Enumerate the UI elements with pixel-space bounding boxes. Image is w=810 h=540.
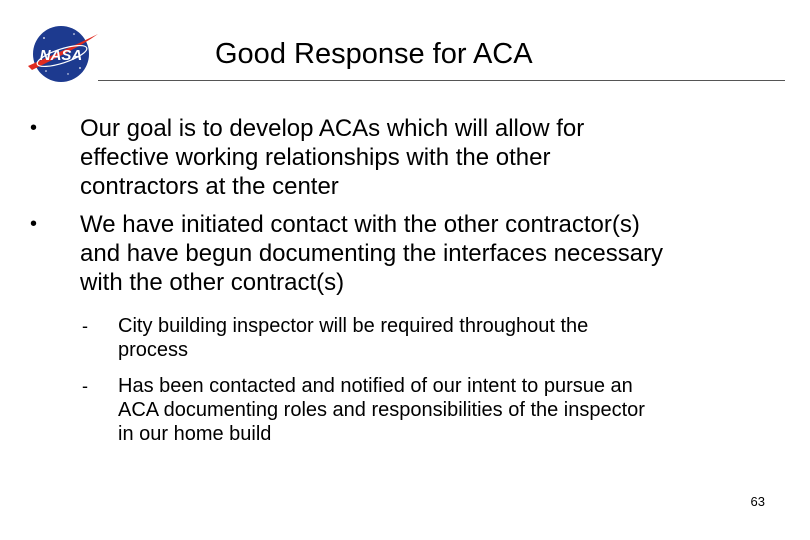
sub-bullet-line: in our home build — [118, 423, 272, 445]
bullet-line: Our goal is to develop ACAs which will allow for — [80, 115, 585, 142]
bullet-item — [30, 114, 770, 204]
sub-bullet-marker: - — [82, 316, 88, 336]
bullet-item — [30, 210, 770, 300]
nasa-logo-icon — [22, 22, 100, 86]
bullet-line: with the other contract(s) — [80, 269, 345, 296]
sub-bullet-line: process — [118, 339, 189, 361]
bullet-text — [80, 210, 770, 297]
bullet-line: and have begun documenting the interfaces necessary — [80, 240, 664, 267]
slide-title: Good Response for ACA — [215, 38, 533, 70]
sub-bullet-line: City building inspector will be required throughout the — [118, 315, 589, 337]
sub-bullet-line: ACA documenting roles and responsibilities of the inspector — [118, 399, 645, 421]
svg-text:NASA: NASA — [39, 47, 83, 64]
page-number: 63 — [750, 494, 765, 509]
bullet-text — [80, 114, 770, 201]
sub-bullet-item — [82, 314, 772, 364]
sub-bullet-text — [118, 314, 758, 362]
sub-bullet-marker: - — [82, 376, 88, 396]
sub-bullet-item — [82, 374, 772, 449]
bullet-marker: • — [30, 117, 38, 139]
bullet-marker: • — [30, 213, 38, 235]
title-divider — [98, 80, 785, 81]
bullet-line: effective working relationships with the other — [80, 144, 551, 171]
sub-bullet-text — [118, 374, 758, 446]
sub-bullet-line: Has been contacted and notified of our intent to pursue an — [118, 375, 633, 397]
bullet-line: We have initiated contact with the other contractor(s) — [80, 211, 640, 238]
bullet-line: contractors at the center — [80, 173, 339, 200]
